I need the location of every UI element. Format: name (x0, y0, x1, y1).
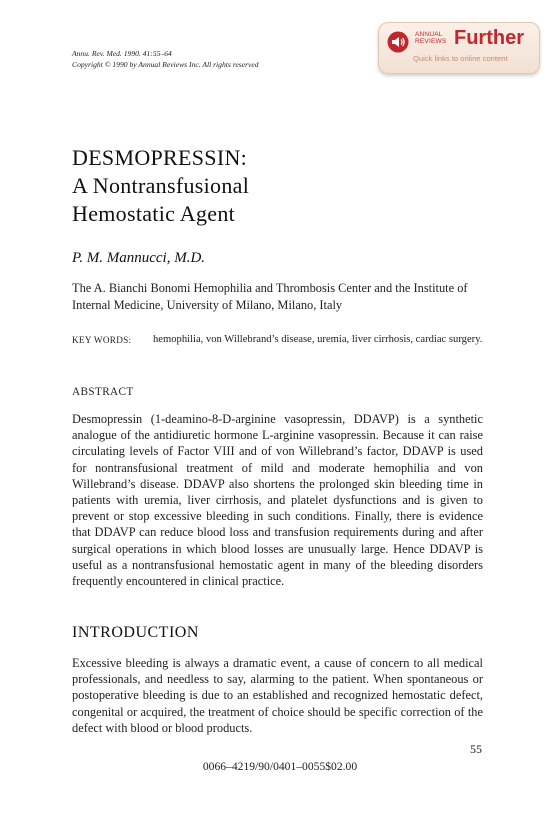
author: P. M. Mannucci, M.D. (72, 250, 206, 266)
citation-header (72, 48, 259, 70)
further-label: Further (454, 27, 524, 49)
speaker-icon (387, 31, 409, 53)
abstract-text: Desmopressin (1-deamino-8-D-arginine vasopressin, DDAVP) is a synthetic analogue of the antidiuretic hormone L-arginine vasopressin. Because it can raise circulating levels of Factor VIII and of von Willebrand’s factor, DDAVP is used for nontransfusional treatment of mild and moderate hemophilia and von Willebrand’s disease. DDAVP also shortens the prolonged skin bleeding time in patients with uremia, liver cirrhosis, and platelet dysfunctions and is given to prevent or stop excessive bleeding in such conditions. Finally, there is evidence that DDAVP can reduce blood loss and transfusion requirements during and after surgical operations in which blood losses are unusually large. Hence DDAVP is useful as a nontransfusional hemostatic agent in many of the bleeding disorders frequently encountered in clinical practice. (72, 412, 483, 589)
introduction-heading: INTRODUCTION (72, 624, 199, 641)
title-line: A Nontransfusional (72, 173, 250, 198)
abstract-heading: ABSTRACT (72, 386, 134, 398)
copyright-line: Copyright © 1990 by Annual Reviews Inc. All rights reserved (72, 60, 259, 69)
article-title (72, 144, 249, 228)
further-badge[interactable] (378, 22, 540, 74)
key-words-label: KEY WORDS: (72, 335, 132, 345)
article-code: 0066–4219/90/0401–0055$02.00 (202, 760, 358, 773)
title-line: DESMOPRESSIN: (72, 145, 248, 170)
affiliation: The A. Bianchi Bonomi Hemophilia and Thrombosis Center and the Institute of Internal Medicine, University of Milano, Milano, Italy (72, 281, 468, 312)
title-line: Hemostatic Agent (72, 201, 236, 226)
key-words: hemophilia, von Willebrand’s disease, uremia, liver cirrhosis, cardiac surgery. (153, 334, 483, 345)
further-tagline: Quick links to online content (413, 54, 508, 63)
page-number: 55 (470, 742, 482, 756)
publisher-name: ANNUAL REVIEWS (415, 31, 447, 45)
journal-line: Annu. Rev. Med. 1990. 41:55–64 (72, 49, 172, 58)
introduction-text: Excessive bleeding is always a dramatic event, a cause of concern to all medical professionals, and needless to say, alarming to the patient. When spontaneous or postoperative bleeding is due to an established and recognized hemostatic defect, congenital or acquired, the treatment of choice should be specific correction of the defect with blood or blood products. (72, 656, 483, 735)
